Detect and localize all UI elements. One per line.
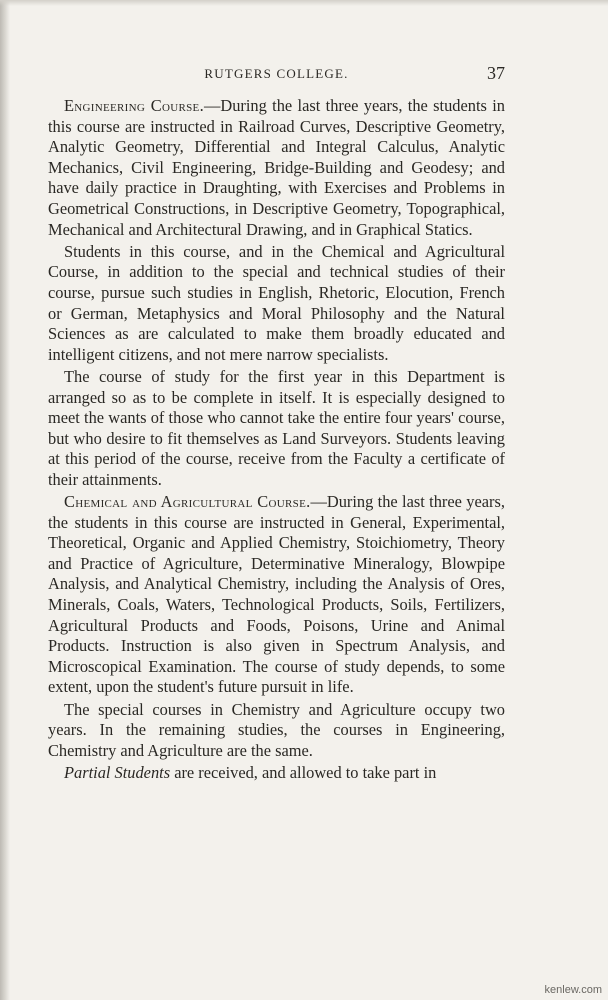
paragraph-special-courses bbox=[48, 700, 505, 762]
paragraph-text: —During the last three years, the students in this course are instructed in Railroad Curves, Descriptive Geometry, Analytic Geometry, Differential and Integral Calculus, Analytic Mechanics, Civil Engineering, Bridge-Building and Geodesy; and have daily practice in Draughting, with Exercises and Problems in Geometrical Constructions, in Descriptive Geometry, Topographical, Mechanical and Architectural Drawing, and in Graphical Statics. bbox=[48, 96, 505, 239]
paragraph-text: Students in this course, and in the Chemical and Agricultural Course, in addition to the special and technical studies of their course, pursue such studies in English, Rhetoric, Elocution, French or German, Metaphysics and Moral Philosophy and the Natural Sciences as are calculated to make them broadly educated and intelligent citizens, and not mere narrow specialists. bbox=[48, 241, 505, 364]
paragraph-text: —During the last three years, the students in this course are instructed in General, Experimental, Theoretical, Organic and Applied Chemistry, Stoichiometry, Theory and Practice of Agriculture, Determinative Mineralogy, Blowpipe Analysis, and Analytical Chemistry, including the Analysis of Ores, Minerals, Coals, Waters, Technological Products, Soils, Fertilizers, Agricultural Products and Foods, Poisons, Urine and Animal Products. Instruction is also given in Spectrum Analysis, and Microscopical Examination. The course of study depends, to some extent, upon the student's future pursuit in life. bbox=[48, 492, 505, 697]
paragraph-text: The special courses in Chemistry and Agriculture occupy two years. In the remaining studies, the courses in Engineering, Chemistry and Agriculture are the same. bbox=[48, 699, 505, 760]
body-text bbox=[48, 96, 505, 785]
running-head: RUTGERS COLLEGE. bbox=[204, 66, 349, 81]
paragraph-partial-students bbox=[48, 763, 505, 784]
paragraph-first-year bbox=[48, 367, 505, 491]
paragraph-engineering-course bbox=[48, 96, 505, 240]
page-edge-shadow bbox=[0, 0, 10, 1000]
paragraph-text: The course of study for the first year in this Department is arranged so as to be complete in itself. It is especially designed to meet the wants of those who cannot take the entire four years' course, but who desire to fit themselves as Land Surveyors. Students leaving at this period of the course, receive from the Faculty a certificate of their attainments. bbox=[48, 366, 505, 489]
section-heading-chemical: Chemical and Agricultural Course. bbox=[64, 492, 311, 512]
paragraph-students bbox=[48, 242, 505, 366]
page-header bbox=[48, 64, 505, 86]
page-top-shadow bbox=[0, 0, 608, 6]
paragraph-text: are received, and allowed to take part in bbox=[170, 762, 437, 782]
section-heading-engineering: Engineering Course. bbox=[64, 96, 204, 115]
page-number: 37 bbox=[487, 63, 505, 83]
partial-students-lead: Partial Students bbox=[64, 762, 171, 782]
watermark: kenlew.com bbox=[544, 984, 602, 996]
paragraph-chemical-course bbox=[48, 492, 505, 698]
